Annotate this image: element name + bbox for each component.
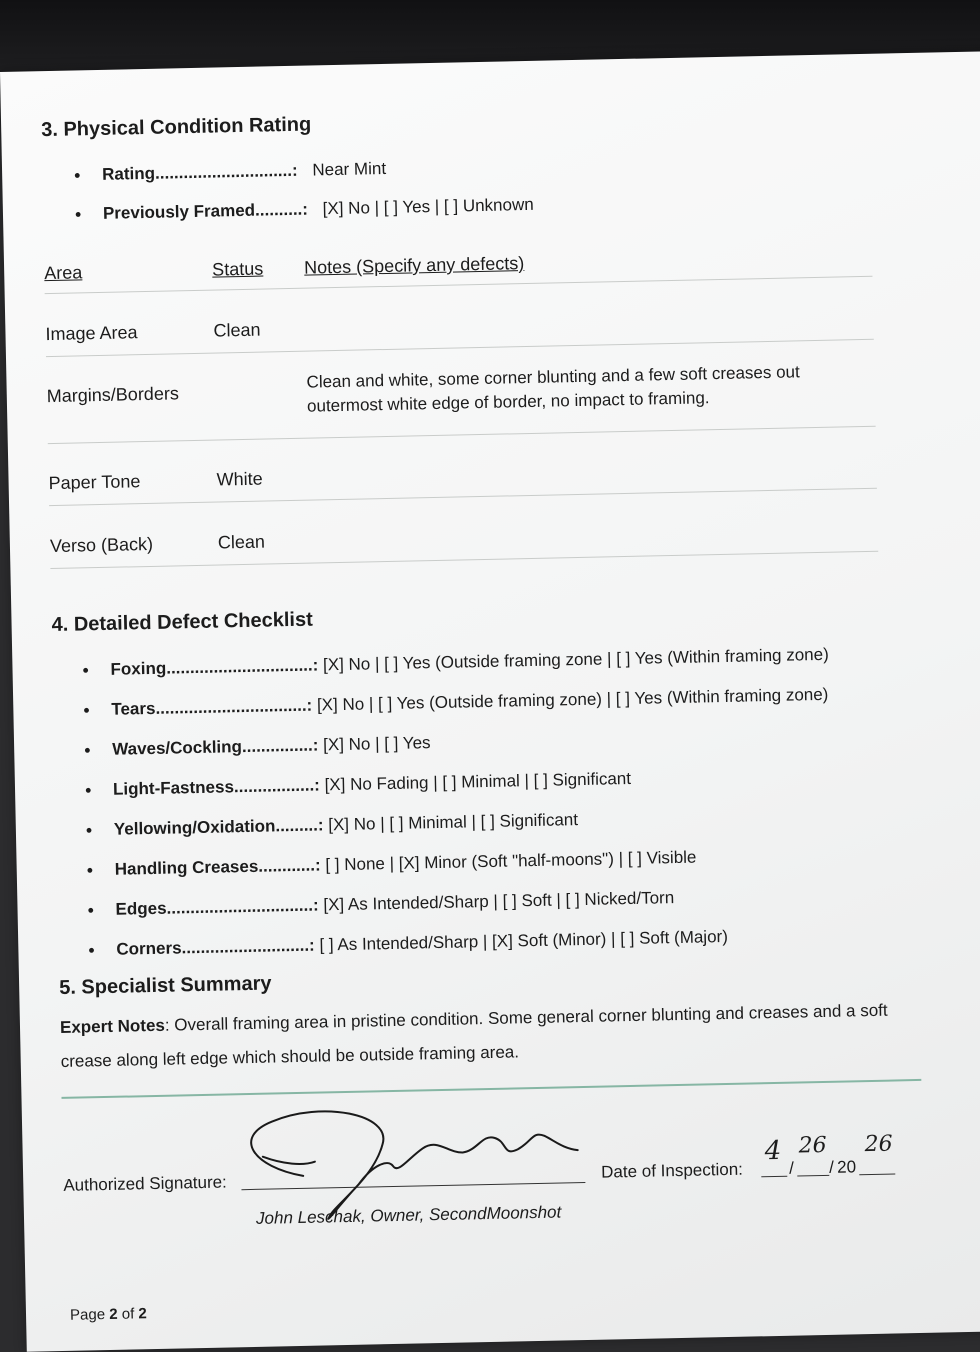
date-month: 4: [764, 1135, 782, 1167]
page-of: of: [117, 1305, 139, 1323]
table-divider: [45, 276, 873, 294]
checklist-item-yellowing: [114, 810, 578, 840]
date-year-line: [859, 1173, 895, 1175]
checklist-label: Corners...........................:: [116, 935, 315, 959]
row-margins-area: Margins/Borders: [46, 383, 180, 407]
checklist-value: [X] No | [ ] Yes: [322, 733, 431, 755]
expert-notes-text: : Overall framing area in pristine condition. Some general corner blunting and creases and a soft crease along left edge which should be outside framing area.: [60, 1000, 888, 1071]
previously-framed-value: [X] No | [ ] Yes | [ ] Unknown: [322, 194, 534, 219]
date-century: 20: [836, 1157, 857, 1177]
date-separator: /: [788, 1158, 795, 1178]
checklist-item-tears: [111, 685, 828, 720]
checklist-value: [X] No Fading | [ ] Minimal | [ ] Significant: [324, 768, 632, 795]
date-month-line: [761, 1176, 787, 1178]
table-divider: [49, 488, 877, 506]
table-header-area: Area: [44, 262, 83, 284]
date-year: 26: [864, 1131, 893, 1158]
checklist-label: Yellowing/Oxidation.........:: [113, 815, 324, 839]
checklist-value: [X] No | [ ] Yes (Outside framing zone) | [ ] Yes (Within framing zone): [316, 684, 829, 715]
date-day: 26: [798, 1132, 827, 1159]
checklist-label: Edges...............................:: [115, 895, 319, 919]
table-header-notes: Notes (Specify any defects): [303, 253, 525, 278]
row-paper-tone-area: Paper Tone: [48, 471, 141, 494]
page-number: [70, 1305, 147, 1324]
checklist-item-foxing: [110, 645, 829, 680]
page-prefix: Page: [69, 1305, 110, 1324]
section5-heading: 5. Specialist Summary: [58, 972, 272, 999]
checklist-item-edges: [115, 888, 674, 920]
page-current: 2: [109, 1305, 118, 1323]
row-margins-notes: Clean and white, some corner blunting and a few soft creases out outermost white edge of border, no impact to framing.: [306, 362, 800, 416]
checklist-item-corners: [116, 927, 728, 960]
checklist-label: Waves/Cockling...............:: [112, 735, 319, 759]
rating-value: Near Mint: [312, 158, 387, 180]
previously-framed-item: [103, 195, 534, 224]
signer-name: John Leschak, Owner, SecondMoonshot: [255, 1202, 562, 1228]
date-label: Date of Inspection:: [600, 1159, 744, 1182]
checklist-item-light-fastness: [113, 769, 631, 800]
table-divider: [48, 426, 876, 444]
signature-label: Authorized Signature:: [63, 1172, 227, 1195]
row-image-area-area: Image Area: [45, 322, 138, 345]
rating-label: Rating.............................:: [101, 160, 298, 184]
checklist-value: [X] As Intended/Sharp | [ ] Soft | [ ] Nicked/Torn: [323, 888, 675, 915]
expert-notes: [60, 993, 931, 1079]
page-total: 2: [138, 1305, 147, 1323]
expert-notes-label: Expert Notes: [59, 1015, 166, 1037]
rating-item: [102, 159, 386, 185]
row-paper-tone-status: White: [216, 468, 263, 490]
checklist-value: [ ] None | [X] Minor (Soft "half-moons") | [ ] Visible: [325, 847, 697, 875]
summary-divider: [61, 1079, 921, 1099]
date-day-line: [797, 1175, 829, 1177]
checklist-label: Foxing...............................:: [110, 655, 319, 679]
table-header-status: Status: [211, 258, 264, 280]
checklist-label: Handling Creases............:: [114, 855, 321, 879]
row-verso-status: Clean: [217, 531, 266, 553]
checklist-item-waves: [112, 733, 431, 760]
previously-framed-label: Previously Framed..........:: [102, 199, 309, 223]
section3-heading: 3. Physical Condition Rating: [40, 113, 312, 142]
table-divider: [50, 551, 878, 569]
checklist-value: [X] No | [ ] Minimal | [ ] Significant: [328, 810, 579, 835]
checklist-value: [X] No | [ ] Yes (Outside framing zone | [ ] Yes (Within framing zone): [322, 644, 829, 675]
checklist-value: [ ] As Intended/Sharp | [X] Soft (Minor) | [ ] Soft (Major): [319, 926, 729, 955]
checklist-item-handling-creases: [115, 848, 697, 880]
document-page: [0, 51, 980, 1352]
row-verso-area: Verso (Back): [49, 533, 154, 557]
checklist-label: Tears................................:: [111, 695, 313, 719]
table-divider: [46, 339, 874, 357]
row-image-area-status: Clean: [213, 319, 261, 341]
date-separator: /: [828, 1157, 835, 1177]
section4-heading: 4. Detailed Defect Checklist: [51, 608, 313, 637]
checklist-label: Light-Fastness.................:: [112, 775, 321, 799]
